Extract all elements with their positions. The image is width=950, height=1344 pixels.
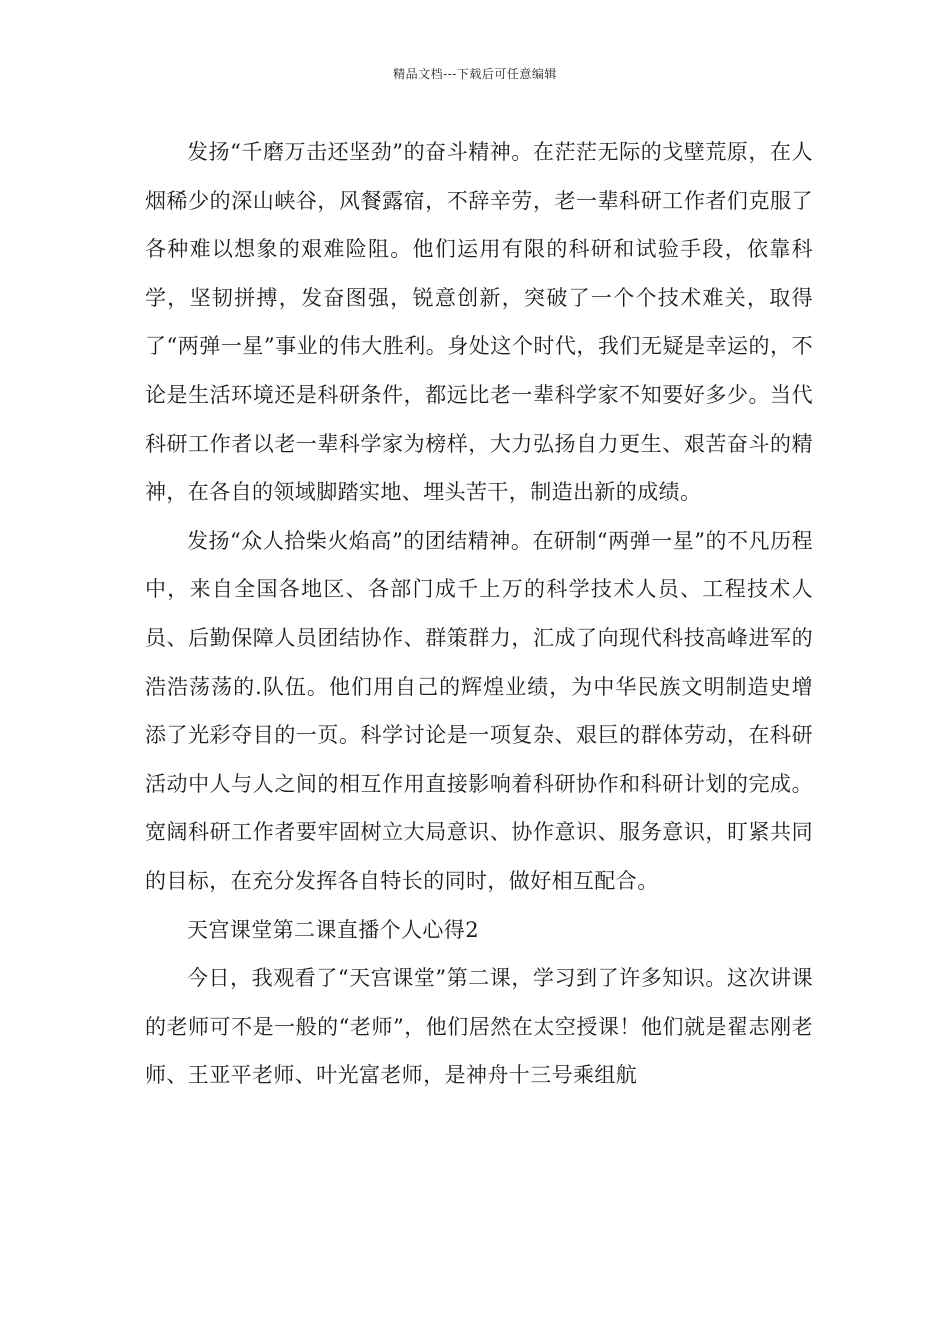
- page-header: 精品文档---下载后可任意编辑: [393, 67, 557, 81]
- paragraph-unity-spirit: 发扬“众人拾柴火焰高”的团结精神。在研制“两弹一星”的不凡历程中，来自全国各地区、各部门成千上万的科学技术人员、工程技术人员、后勤保障人员团结协作、群策群力，汇成了向现代科技高峰进军的浩浩荡荡的.队伍。他们用自己的辉煌业绩，为中华民族文明制造史增添了光彩夺目的一页。科学讨论是一项复杂、艰巨的群体劳动，在科研活动中人与人之间的相互作用直接影响着科研协作和科研计划的完成。宽阔科研工作者要牢固树立大局意识、协作意识、服务意识，盯紧共同的目标，在充分发挥各自特长的同时，做好相互配合。: [145, 528, 813, 893]
- section-heading: 天宫课堂第二课直播个人心得2: [187, 917, 479, 942]
- paragraph-struggle-spirit: 发扬“千磨万击还坚劲”的奋斗精神。在茫茫无际的戈壁荒原，在人烟稀少的深山峡谷，风餐露宿，不辞辛劳，老一辈科研工作者们克服了各种难以想象的艰难险阻。他们运用有限的科研和试验手段，依靠科学，坚韧拼搏，发奋图强，锐意创新，突破了一个个技术难关，取得了“两弹一星”事业的伟大胜利。身处这个时代，我们无疑是幸运的，不论是生活环境还是科研条件，都远比老一辈科学家不知要好多少。当代科研工作者以老一辈科学家为榜样，大力弘扬自力更生、艰苦奋斗的精神，在各自的领域脚踏实地、埋头苦干，制造出新的成绩。: [145, 140, 813, 505]
- paragraph-tiangong-class: 今日，我观看了“天宫课堂”第二课，学习到了许多知识。这次讲课的老师可不是一般的“老师”，他们居然在太空授课！他们就是翟志刚老师、王亚平老师、叶光富老师，是神舟十三号乘组航: [145, 966, 813, 1088]
- document-body: [145, 128, 813, 1100]
